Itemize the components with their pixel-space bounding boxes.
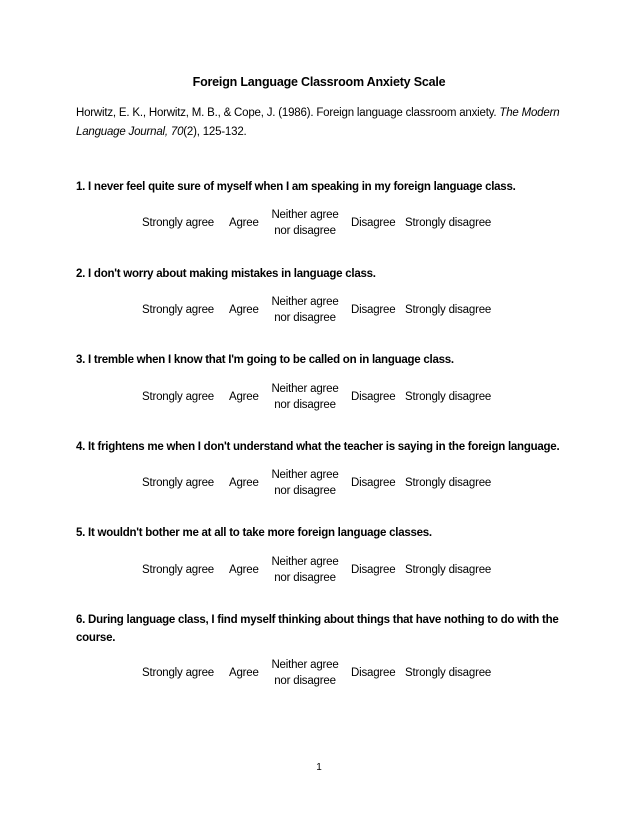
option-neither[interactable] [267, 206, 343, 240]
option-label [271, 207, 338, 239]
option-label: Strongly disagree [405, 217, 492, 229]
response-scale-3 [140, 380, 500, 414]
question-4: 4. It frightens me when I don't understand what the teacher is saying in the foreign language. [76, 441, 560, 453]
option-strongly-agree[interactable] [142, 553, 214, 587]
option-label: Strongly disagree [405, 477, 492, 489]
option-label: Strongly agree [142, 391, 214, 403]
option-label [271, 554, 338, 586]
option-agree[interactable] [229, 206, 259, 240]
option-strongly-agree[interactable] [142, 656, 214, 690]
option-disagree[interactable] [351, 466, 395, 500]
option-label: Strongly disagree [405, 564, 492, 576]
option-disagree[interactable] [351, 206, 395, 240]
option-label [271, 657, 338, 689]
citation-issue-pages: (2), 125-132. [183, 126, 247, 138]
option-label-line: Neither agree [271, 659, 339, 671]
option-strongly-disagree[interactable] [405, 293, 491, 327]
question-2: 2. I don't worry about making mistakes in language class. [76, 268, 376, 280]
response-scale-6 [140, 656, 500, 690]
option-label [271, 294, 338, 326]
option-label: Agree [229, 477, 259, 489]
option-neither[interactable] [267, 656, 343, 690]
option-strongly-agree[interactable] [142, 293, 214, 327]
option-agree[interactable] [229, 466, 259, 500]
option-label: Strongly agree [142, 477, 214, 489]
response-scale-4 [140, 466, 500, 500]
option-label: Disagree [351, 667, 396, 679]
option-strongly-agree[interactable] [142, 206, 214, 240]
question-1: 1. I never feel quite sure of myself when I am speaking in my foreign language class. [76, 181, 516, 193]
option-strongly-disagree[interactable] [405, 466, 491, 500]
response-scale-1 [140, 206, 500, 240]
option-label: Strongly agree [142, 564, 214, 576]
option-label: Disagree [351, 391, 396, 403]
option-label [271, 467, 338, 499]
option-label: Disagree [351, 304, 396, 316]
option-disagree[interactable] [351, 553, 395, 587]
option-label: Agree [229, 217, 259, 229]
option-label [271, 381, 338, 413]
option-strongly-disagree[interactable] [405, 656, 491, 690]
option-label: Strongly agree [142, 217, 214, 229]
option-label-line: nor disagree [274, 675, 336, 687]
option-label-line: Neither agree [271, 209, 339, 221]
option-neither[interactable] [267, 380, 343, 414]
option-disagree[interactable] [351, 293, 395, 327]
option-label-line: Neither agree [271, 383, 339, 395]
response-scale-2 [140, 293, 500, 327]
option-label: Strongly disagree [405, 391, 492, 403]
option-label: Disagree [351, 217, 396, 229]
option-neither[interactable] [267, 293, 343, 327]
option-label-line: Neither agree [271, 469, 339, 481]
option-disagree[interactable] [351, 656, 395, 690]
option-label: Strongly disagree [405, 667, 492, 679]
option-label: Strongly agree [142, 667, 214, 679]
question-5: 5. It wouldn't bother me at all to take more foreign language classes. [76, 527, 432, 539]
question-3: 3. I tremble when I know that I'm going to be called on in language class. [76, 354, 454, 366]
option-label: Disagree [351, 477, 396, 489]
option-strongly-disagree[interactable] [405, 553, 491, 587]
option-strongly-agree[interactable] [142, 380, 214, 414]
option-neither[interactable] [267, 466, 343, 500]
citation [76, 104, 566, 142]
page-number: 1 [316, 762, 322, 773]
option-label: Agree [229, 667, 259, 679]
option-label-line: nor disagree [274, 572, 336, 584]
citation-authors: Horwitz, E. K., Horwitz, M. B., & Cope, J. (1986). Foreign language classroom anxiety. [76, 107, 500, 119]
option-strongly-disagree[interactable] [405, 206, 491, 240]
citation-journal: The Modern Language Journal, 70 [76, 107, 560, 138]
option-disagree[interactable] [351, 380, 395, 414]
option-agree[interactable] [229, 656, 259, 690]
option-label-line: nor disagree [274, 485, 336, 497]
option-label: Agree [229, 391, 259, 403]
option-neither[interactable] [267, 553, 343, 587]
option-label: Agree [229, 304, 259, 316]
option-strongly-disagree[interactable] [405, 380, 491, 414]
option-agree[interactable] [229, 380, 259, 414]
option-label-line: Neither agree [271, 556, 339, 568]
option-label-line: nor disagree [274, 225, 336, 237]
option-label: Strongly agree [142, 304, 214, 316]
option-agree[interactable] [229, 553, 259, 587]
option-label: Strongly disagree [405, 304, 492, 316]
option-label-line: nor disagree [274, 312, 336, 324]
option-label: Disagree [351, 564, 396, 576]
option-agree[interactable] [229, 293, 259, 327]
option-strongly-agree[interactable] [142, 466, 214, 500]
document-title: Foreign Language Classroom Anxiety Scale [192, 75, 446, 89]
question-6: 6. During language class, I find myself thinking about things that have nothing to do with the course. [76, 614, 559, 644]
option-label-line: Neither agree [271, 296, 339, 308]
option-label: Agree [229, 564, 259, 576]
option-label-line: nor disagree [274, 399, 336, 411]
response-scale-5 [140, 553, 500, 587]
